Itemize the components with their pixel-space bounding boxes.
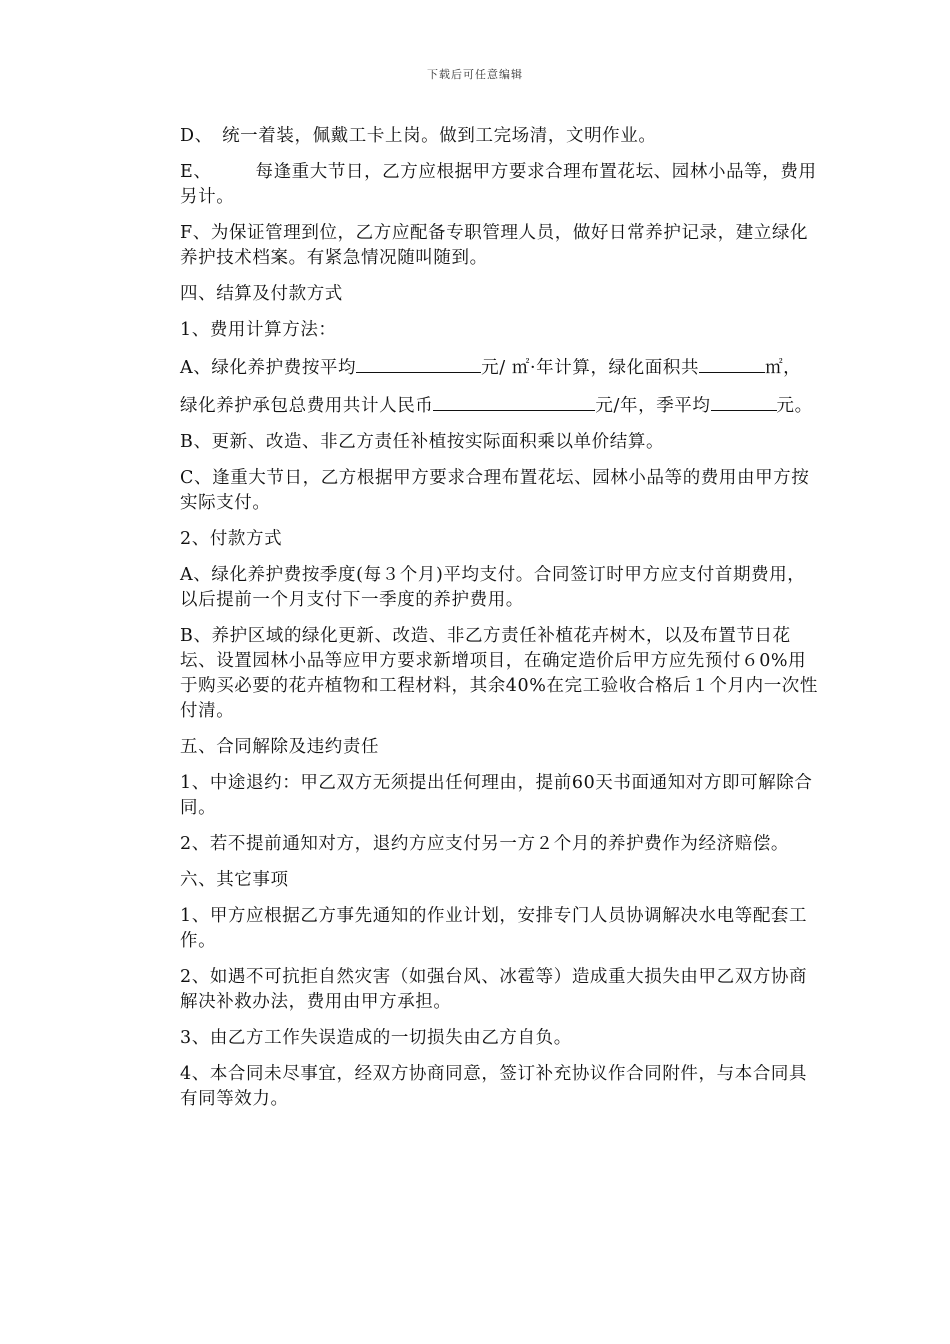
clause-f-management: F、为保证管理到位，乙方应配备专职管理人员，做好日常养护记录，建立绿化养护技术档案。有紧急情况随叫随到。 (180, 223, 809, 268)
clause-total-fee (180, 392, 820, 419)
total-text-c: 元。 (776, 396, 813, 416)
fill-blank-unit-price[interactable] (356, 354, 481, 373)
fill-blank-quarter-average[interactable] (711, 392, 777, 411)
clause-supplementary-agreement: 4、本合同未尽事宜，经双方协商同意，签订补充协议作合同附件，与本合同具有同等效力。 (180, 1064, 808, 1109)
fill-blank-total-amount[interactable] (433, 392, 595, 411)
fee-text-c: ㎡， (765, 358, 802, 378)
fee-text-a: A、绿化养护费按平均 (180, 358, 357, 378)
clause-c-holiday-cost: C、逢重大节日，乙方根据甲方要求合理布置花坛、园林小品等的费用由甲方按实际支付。 (180, 468, 810, 513)
clause-force-majeure: 2、如遇不可抗拒自然灾害（如强台风、冰雹等）造成重大损失由甲乙双方协商解决补救办法，费用由甲方承担。 (180, 967, 808, 1012)
section-heading-other-matters: 六、其它事项 (180, 870, 289, 890)
clause-coordination: 1、甲方应根据乙方事先通知的作业计划，安排专门人员协调解决水电等配套工作。 (180, 906, 808, 951)
clause-e-holidays (180, 160, 820, 210)
clause-e-text: 每逢重大节日，乙方应根据甲方要求合理布置花坛、园林小品等，费用另计。 (180, 162, 817, 207)
clause-b-renovation: B、更新、改造、非乙方责任补植按实际面积乘以单价结算。 (180, 432, 665, 452)
total-text-a: 绿化养护承包总费用共计人民币 (180, 396, 434, 416)
clause-early-termination: 1、中途退约：甲乙双方无须提出任何理由，提前60天书面通知对方即可解除合同。 (180, 773, 813, 818)
clause-no-notice-compensation: 2、若不提前通知对方，退约方应支付另一方２个月的养护费作为经济赔偿。 (180, 834, 790, 854)
clause-party-b-liability: 3、由乙方工作失误造成的一切损失由乙方自负。 (180, 1028, 572, 1048)
total-text-b: 元/年，季平均 (595, 396, 711, 416)
section-heading-termination: 五、合同解除及违约责任 (180, 737, 380, 757)
clause-d-uniform: D、 统一着装，佩戴工卡上岗。做到工完场清，文明作业。 (180, 126, 657, 146)
clause-a-maintenance-fee (180, 354, 820, 381)
clause-a-quarterly-payment: A、绿化养护费按季度(每３个月)平均支付。合同签订时甲方应支付首期费用，以后提前一个月支付下一季度的养护费用。 (180, 565, 806, 610)
subheading-fee-calculation: 1、费用计算方法： (180, 320, 337, 340)
page-header: 下载后可任意编辑 (427, 68, 523, 81)
document-body (180, 124, 820, 1123)
section-heading-settlement: 四、结算及付款方式 (180, 284, 343, 304)
clause-e-prefix: E、 (180, 162, 212, 182)
fill-blank-area[interactable] (699, 354, 765, 373)
subheading-payment-method: 2、付款方式 (180, 529, 283, 549)
clause-b-prepayment: B、养护区域的绿化更新、改造、非乙方责任补植花卉树木，以及布置节日花坛、设置园林小品等应甲方要求新增项目，在确定造价后甲方应先预付６0%用于购买必要的花卉植物和工程材料，其余40%在完工验收合格后１个月内一次性付清。 (180, 626, 818, 721)
fee-text-b: 元/ ㎡·年计算，绿化面积共 (481, 358, 700, 378)
